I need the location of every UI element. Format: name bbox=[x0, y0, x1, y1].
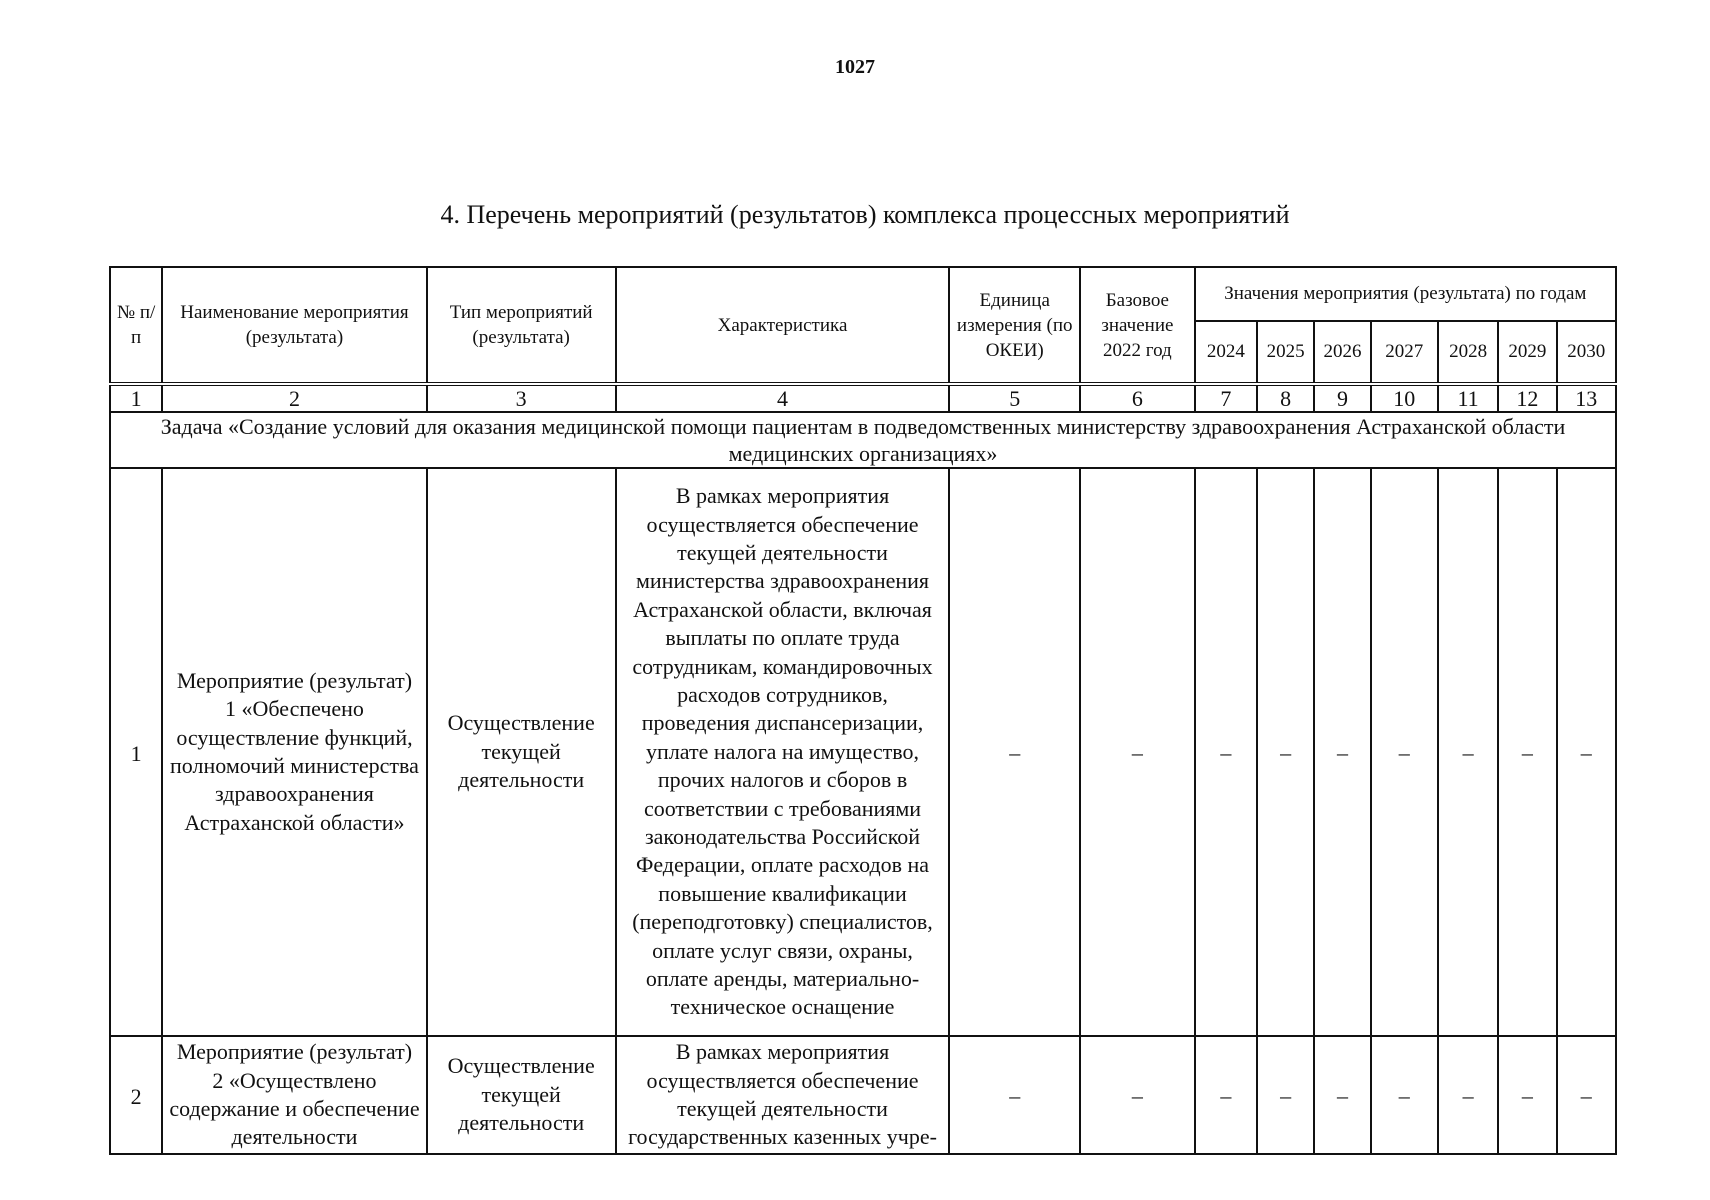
year-value: – bbox=[1438, 468, 1498, 1036]
year-value: – bbox=[1257, 1036, 1314, 1154]
column-number: 8 bbox=[1257, 384, 1314, 412]
year-value: – bbox=[1314, 1036, 1370, 1154]
year-value: – bbox=[1557, 1036, 1616, 1154]
header-characteristic: Характеристика bbox=[616, 267, 950, 384]
column-number: 11 bbox=[1438, 384, 1498, 412]
column-number: 6 bbox=[1080, 384, 1195, 412]
event-type: Осуществление текущей деятельности bbox=[427, 468, 616, 1036]
column-number: 9 bbox=[1314, 384, 1370, 412]
header-num: № п/ п bbox=[110, 267, 162, 384]
unit-value: – bbox=[949, 1036, 1080, 1154]
column-number: 1 bbox=[110, 384, 162, 412]
row-number: 2 bbox=[110, 1036, 162, 1154]
year-value: – bbox=[1557, 468, 1616, 1036]
year-value: – bbox=[1371, 468, 1438, 1036]
column-numbers-row bbox=[110, 384, 1616, 412]
base-value: – bbox=[1080, 468, 1195, 1036]
table-row bbox=[110, 1036, 1616, 1154]
year-value: – bbox=[1438, 1036, 1498, 1154]
row-number: 1 bbox=[110, 468, 162, 1036]
header-year-2027: 2027 bbox=[1371, 321, 1438, 384]
year-value: – bbox=[1498, 1036, 1556, 1154]
column-number: 4 bbox=[616, 384, 950, 412]
year-value: – bbox=[1257, 468, 1314, 1036]
header-year-2029: 2029 bbox=[1498, 321, 1556, 384]
column-number: 13 bbox=[1557, 384, 1616, 412]
column-number: 5 bbox=[949, 384, 1080, 412]
header-year-2025: 2025 bbox=[1257, 321, 1314, 384]
column-number: 10 bbox=[1371, 384, 1438, 412]
event-characteristic: В рамках мероприятия осуществляется обеспечение текущей деятельности министерства здравоохранения Астраханской области, включая выплаты по оплате труда сотрудникам, командировочных расходов сотрудников, проведения диспансеризации, уплате налога на имущество, прочих налогов и сборов в соответствии с требованиями законодательства Российской Федерации, оплате расходов на повышение квалификации (переподготовку) специалистов, оплате услуг связи, охраны, оплате аренды, материально-техническое оснащение bbox=[616, 468, 950, 1036]
header-unit: Единица измерения (по ОКЕИ) bbox=[949, 267, 1080, 384]
year-value: – bbox=[1195, 1036, 1257, 1154]
base-value: – bbox=[1080, 1036, 1195, 1154]
event-characteristic: В рамках мероприятия осуществляется обеспечение текущей деятельности государственных казенных учре- bbox=[616, 1036, 950, 1154]
header-row-1 bbox=[110, 267, 1616, 321]
year-value: – bbox=[1195, 468, 1257, 1036]
task-row bbox=[110, 412, 1616, 468]
event-name: Мероприятие (результат) 1 «Обеспечено осуществление функций, полномочий министерства здравоохранения Астраханской области» bbox=[162, 468, 426, 1036]
header-name: Наименование мероприятия (результата) bbox=[162, 267, 426, 384]
unit-value: – bbox=[949, 468, 1080, 1036]
year-value: – bbox=[1498, 468, 1556, 1036]
table-row bbox=[110, 468, 1616, 1036]
page-number: 1027 bbox=[835, 56, 875, 78]
task-text: Задача «Создание условий для оказания медицинской помощи пациентам в подведомственных министерству здравоохранения Астраханской области медицинских организациях» bbox=[110, 412, 1616, 468]
header-base: Базовое значение 2022 год bbox=[1080, 267, 1195, 384]
header-year-2024: 2024 bbox=[1195, 321, 1257, 384]
column-number: 12 bbox=[1498, 384, 1556, 412]
section-title: 4. Перечень мероприятий (результатов) комплекса процессных мероприятий bbox=[440, 200, 1290, 229]
column-number: 2 bbox=[162, 384, 426, 412]
year-value: – bbox=[1314, 468, 1370, 1036]
header-type: Тип мероприятий (результата) bbox=[427, 267, 616, 384]
event-type: Осуществление текущей деятельности bbox=[427, 1036, 616, 1154]
column-number: 3 bbox=[427, 384, 616, 412]
year-value: – bbox=[1371, 1036, 1438, 1154]
header-year-2026: 2026 bbox=[1314, 321, 1370, 384]
events-table bbox=[109, 266, 1617, 1155]
event-name: Мероприятие (результат) 2 «Осуществлено содержание и обеспечение деятельности bbox=[162, 1036, 426, 1154]
header-values-by-year: Значения мероприятия (результата) по годам bbox=[1195, 267, 1616, 321]
column-number: 7 bbox=[1195, 384, 1257, 412]
header-year-2028: 2028 bbox=[1438, 321, 1498, 384]
header-year-2030: 2030 bbox=[1557, 321, 1616, 384]
